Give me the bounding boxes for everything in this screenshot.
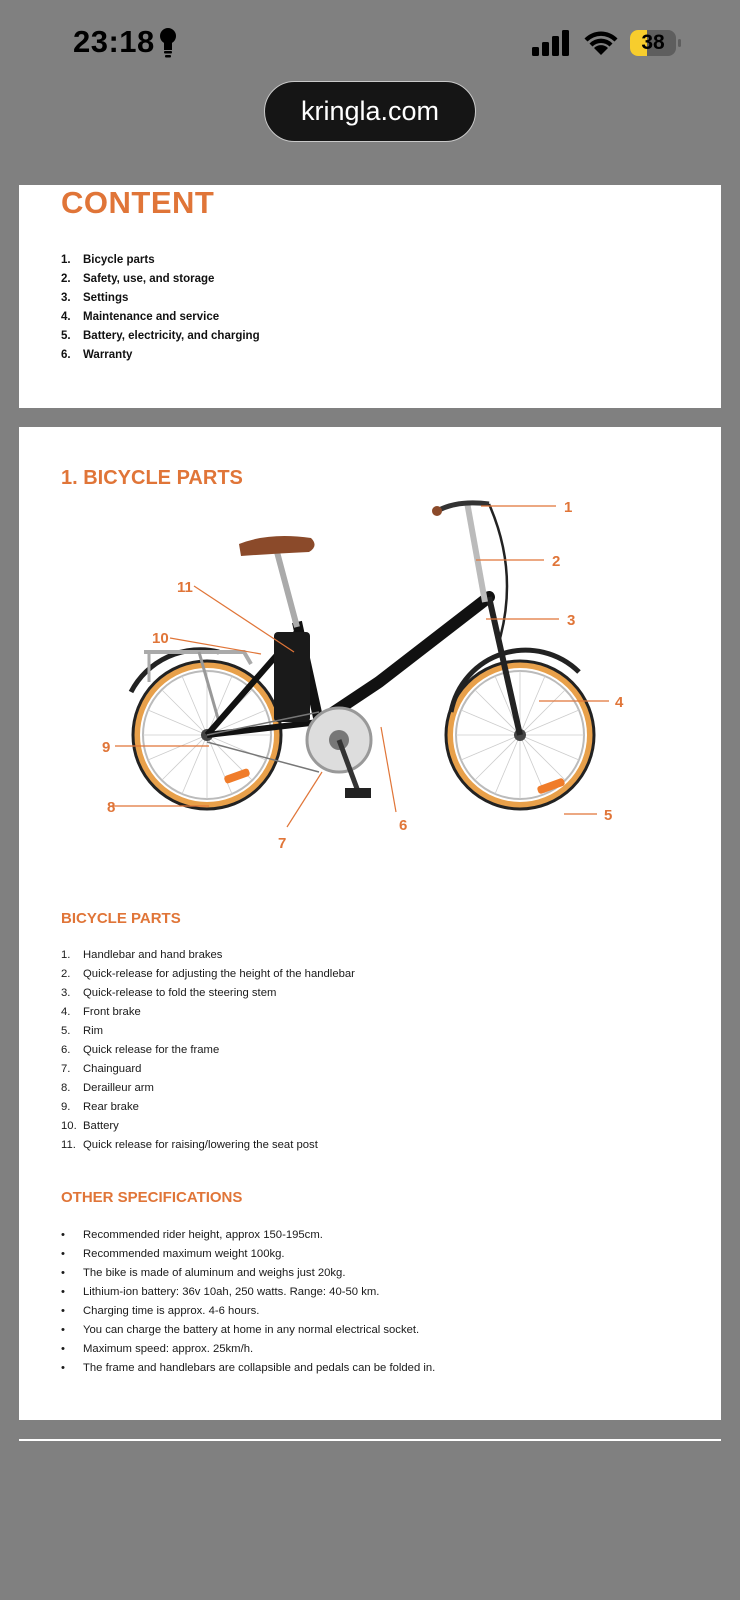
list-item: • Recommended maximum weight 100kg. (61, 1248, 285, 1260)
list-item: 4. Front brake (61, 1006, 141, 1018)
list-item: 9. Rear brake (61, 1101, 139, 1113)
battery-nub (678, 39, 681, 47)
callout-number: 1 (564, 499, 573, 516)
list-item: 3. Quick-release to fold the steering stem (61, 987, 277, 999)
toc-item[interactable]: 3. Settings (61, 292, 129, 304)
specs-list (61, 1229, 435, 1381)
bicycle-diagram (19, 482, 721, 862)
lightbulb-icon (160, 28, 176, 59)
toc-item[interactable]: 5. Battery, electricity, and charging (61, 330, 260, 342)
toc-item[interactable]: 6. Warranty (61, 349, 133, 361)
specs-title: OTHER SPECIFICATIONS (61, 1189, 243, 1206)
toc-item[interactable]: 1. Bicycle parts (61, 254, 155, 266)
page-divider (19, 1439, 721, 1441)
contents-title: CONTENT (61, 185, 215, 220)
list-item: 10. Battery (61, 1120, 119, 1132)
section-title: 1. BICYCLE PARTS (61, 467, 243, 489)
callout-number: 8 (107, 799, 116, 816)
list-item: 6. Quick release for the frame (61, 1044, 220, 1056)
list-item: 8. Derailleur arm (61, 1082, 154, 1094)
list-item: • Lithium-ion battery: 36v 10ah, 250 watts. Range: 40-50 km. (61, 1286, 380, 1298)
cellular-signal-icon (532, 30, 572, 56)
battery-level: 38 (641, 31, 665, 54)
callout-number: 9 (102, 739, 111, 756)
callout-number: 10 (152, 630, 169, 647)
list-item: • Charging time is approx. 4-6 hours. (61, 1305, 260, 1317)
list-item: • Maximum speed: approx. 25km/h. (61, 1343, 254, 1355)
list-item: 11. Quick release for raising/lowering the seat post (61, 1139, 318, 1151)
callout-number: 6 (399, 817, 408, 834)
callout-number: 3 (567, 612, 576, 629)
table-of-contents (61, 254, 260, 368)
document-page-contents (19, 185, 721, 408)
list-item: • Recommended rider height, approx 150-195cm. (61, 1229, 323, 1241)
list-item: 5. Rim (61, 1025, 104, 1037)
url-bar[interactable]: kringla.com (264, 81, 476, 142)
list-item: 7. Chainguard (61, 1063, 142, 1075)
callout-number: 7 (278, 835, 287, 852)
toc-item[interactable]: 2. Safety, use, and storage (61, 273, 215, 285)
document-page-bicycle-parts (19, 427, 721, 1420)
status-bar (0, 0, 740, 80)
parts-title: BICYCLE PARTS (61, 910, 181, 927)
parts-list (61, 949, 355, 1158)
list-item: • The bike is made of aluminum and weighs just 20kg. (61, 1267, 346, 1279)
battery-icon (630, 30, 680, 57)
status-time: 23:18 (73, 24, 155, 59)
callout-number: 5 (604, 807, 613, 824)
callout-number: 4 (615, 694, 624, 711)
wifi-icon (583, 28, 619, 55)
list-item: 1. Handlebar and hand brakes (61, 949, 223, 961)
callout-number: 2 (552, 553, 561, 570)
callout-number: 11 (177, 579, 193, 596)
toc-item[interactable]: 4. Maintenance and service (61, 311, 220, 323)
battery-body (630, 30, 676, 56)
list-item: • You can charge the battery at home in any normal electrical socket. (61, 1324, 420, 1336)
list-item: • The frame and handlebars are collapsible and pedals can be folded in. (61, 1362, 436, 1374)
list-item: 2. Quick-release for adjusting the height of the handlebar (61, 968, 355, 980)
